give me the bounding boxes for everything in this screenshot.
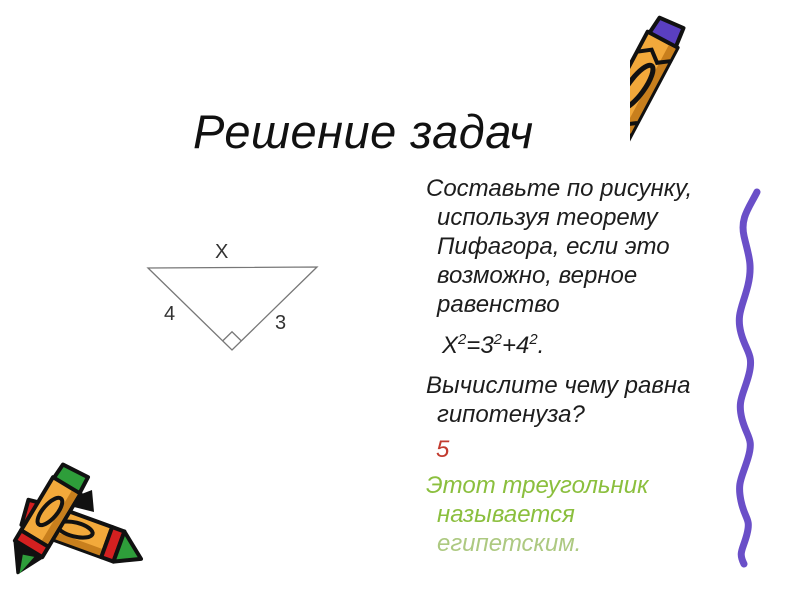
body-line: Составьте по рисунку,: [426, 175, 693, 202]
squiggle-line: [739, 192, 757, 564]
crayon-top-right-illustration: [630, 0, 800, 585]
left-leg-label: 4: [164, 303, 176, 325]
note-line: называется: [437, 501, 575, 528]
hypotenuse-label: X: [215, 241, 229, 263]
body-line: используя теорему: [437, 204, 658, 231]
body-line: Пифагора, если это: [437, 233, 670, 260]
crayons-bottom-left-illustration: [10, 438, 230, 598]
triangle-diagram: [135, 235, 335, 365]
crayon-icon: [630, 14, 687, 191]
note-line: Этот треугольник: [426, 472, 649, 499]
body-line: гипотенуза?: [437, 401, 585, 428]
right-angle-marker: [223, 332, 242, 341]
slide-title: Решение задач: [193, 105, 534, 158]
body-line: равенство: [437, 291, 560, 318]
body-line: Вычислите чему равна: [426, 372, 691, 399]
body-line: возможно, верное: [437, 262, 638, 289]
formula-line: $X^2=3^2+4^2$.: [442, 332, 545, 359]
answer-value: 5: [436, 436, 450, 463]
note-line: египетским.: [437, 530, 582, 557]
right-leg-label: 3: [275, 312, 287, 334]
